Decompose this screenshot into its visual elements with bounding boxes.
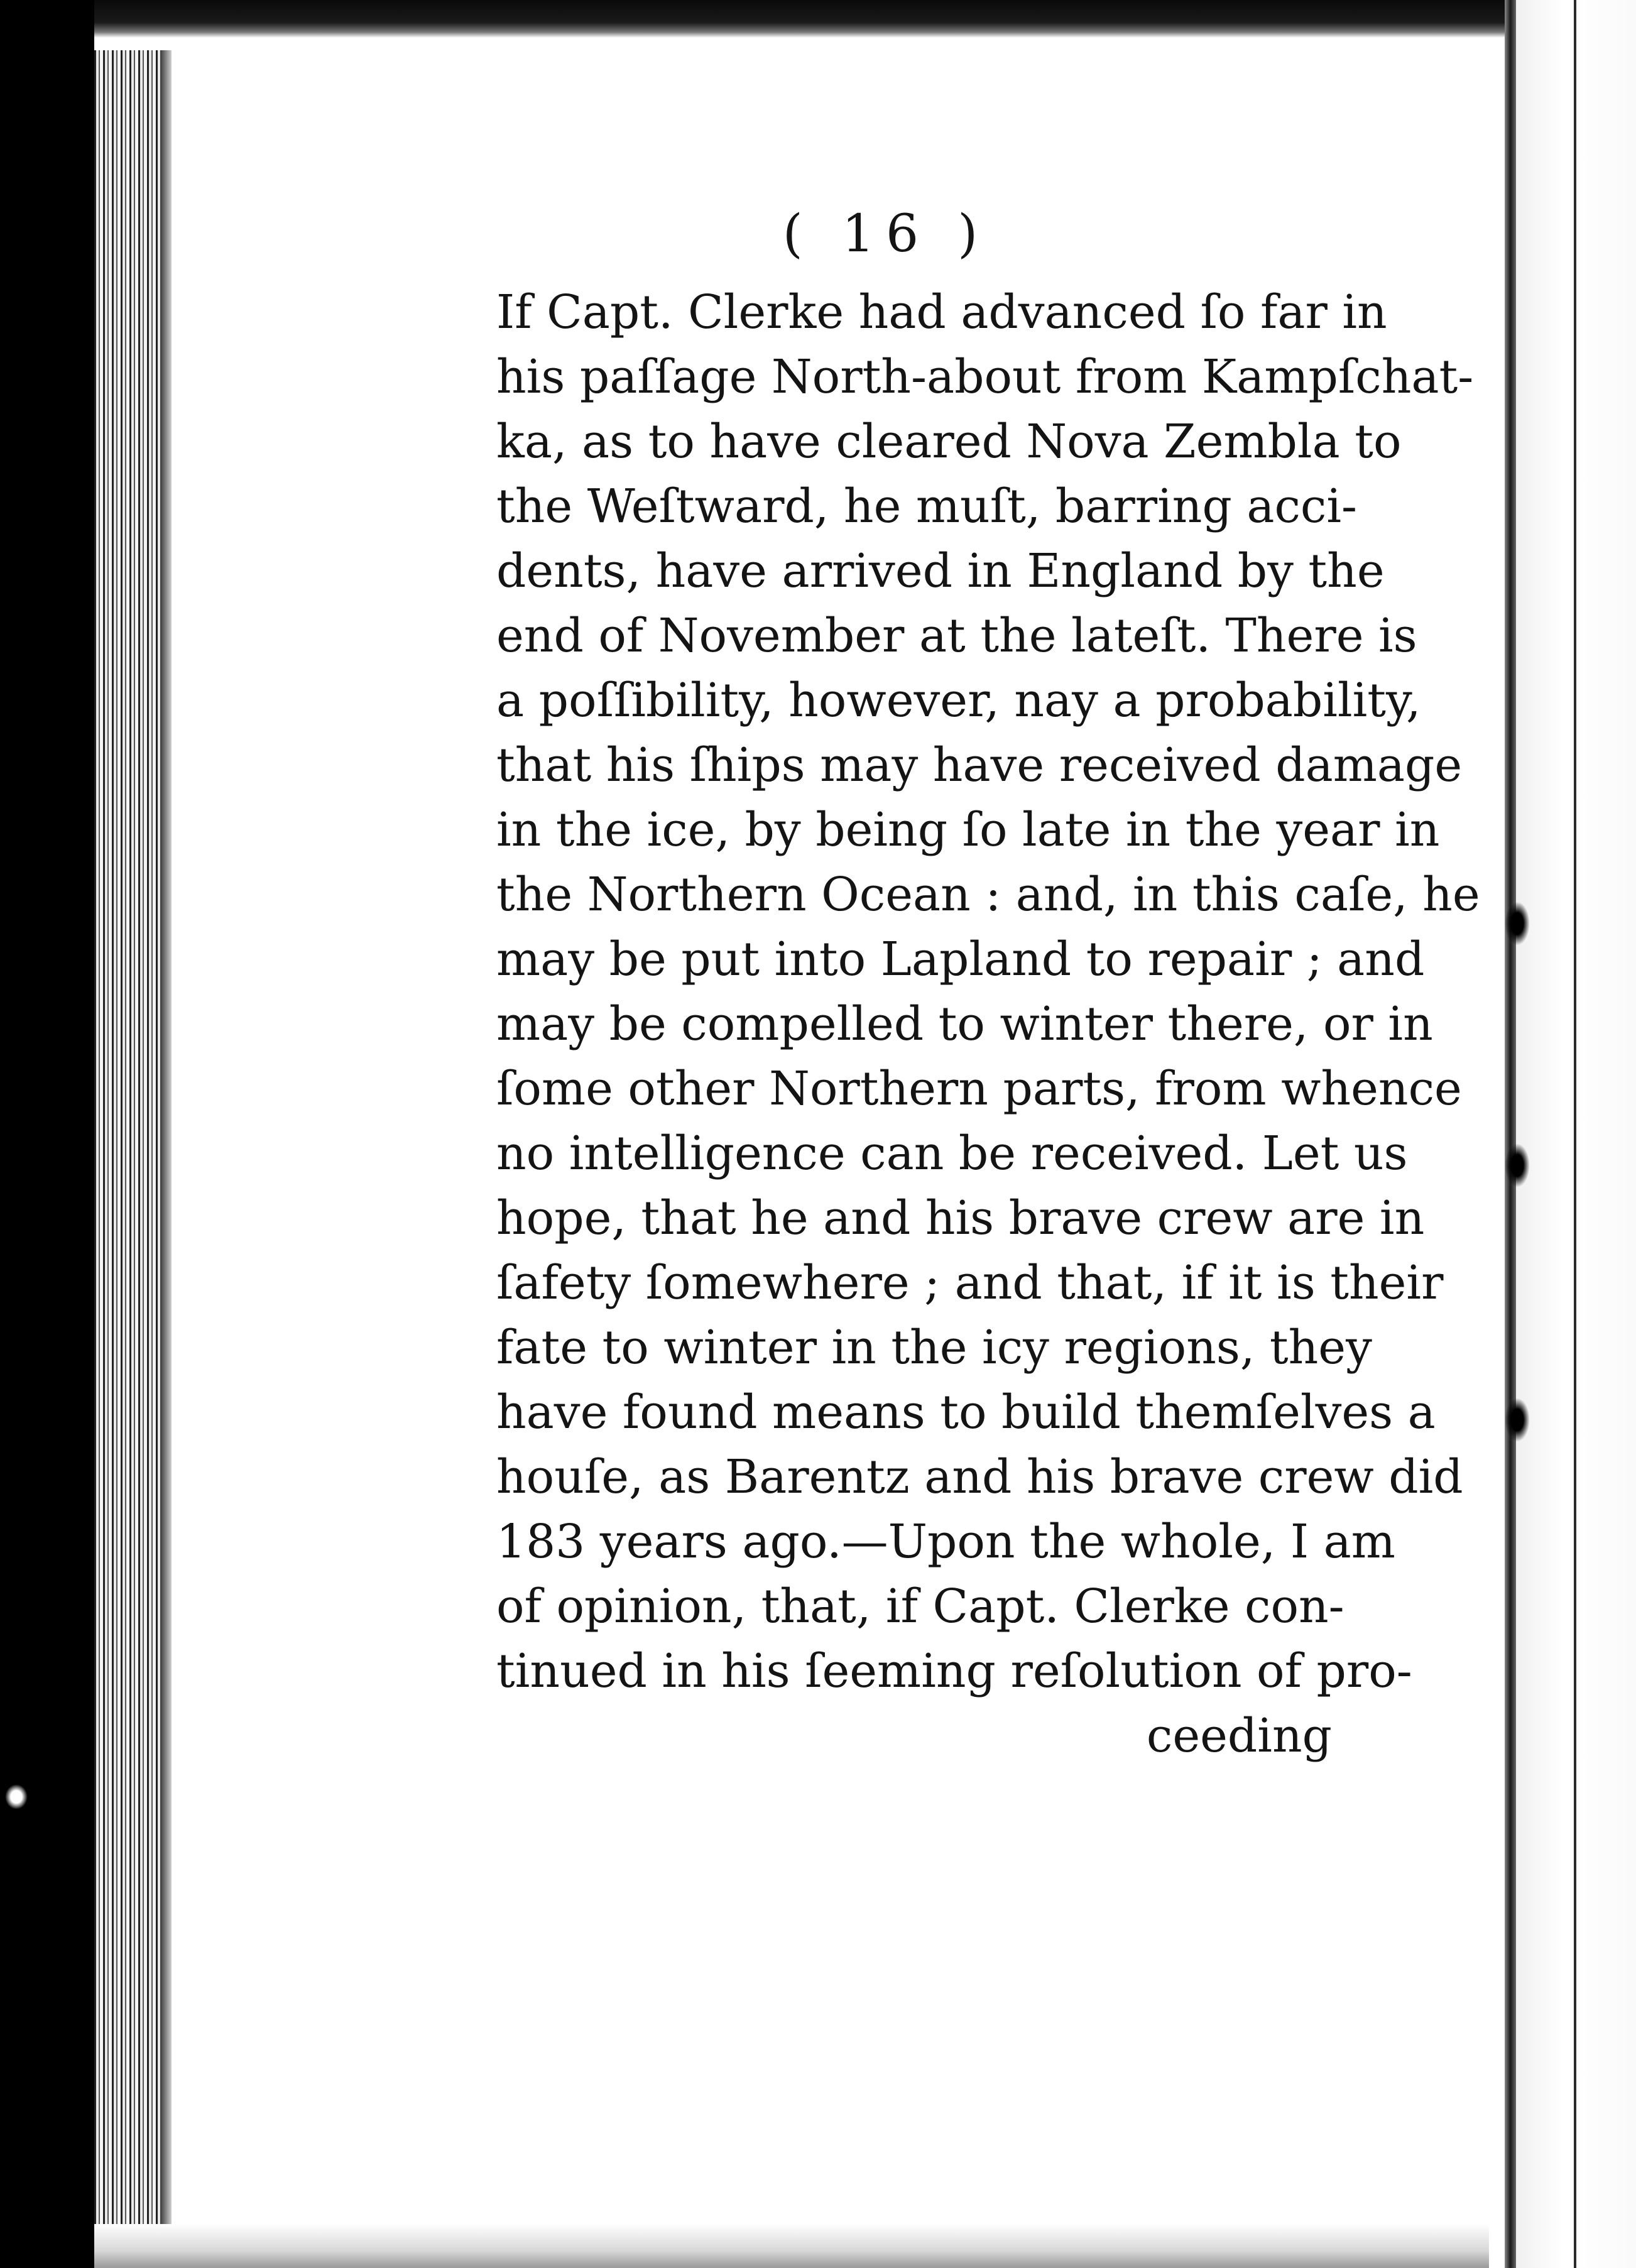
text-line: If Capt. Clerke had advanced ſo far in xyxy=(496,285,1387,339)
text-line: ka, as to have cleared Nova Zembla to xyxy=(496,415,1402,469)
facing-page xyxy=(1516,0,1636,2268)
scan-border-left xyxy=(0,0,94,2268)
text-line: may be compelled to winter there, or in xyxy=(496,997,1433,1051)
catchword: ceeding xyxy=(1146,1709,1332,1763)
book-page-edges xyxy=(94,50,170,2268)
text-line: tinued in his ſeeming reſolution of pro- xyxy=(496,1644,1412,1698)
text-line: fate to winter in the icy regions, they xyxy=(496,1321,1372,1375)
text-line: the Weſtward, he muſt, barring acci- xyxy=(496,479,1358,533)
text-line: dents, have arrived in England by the xyxy=(496,544,1385,598)
text-line: ſafety ſomewhere ; and that, if it is their xyxy=(496,1256,1444,1310)
book-gutter xyxy=(1505,0,1516,2268)
text-line: end of November at the lateſt. There is xyxy=(496,609,1417,663)
scan-artifact-mark xyxy=(5,1784,28,1809)
facing-page-edge xyxy=(1574,0,1576,2268)
text-line: a poſſibility, however, nay a probability, xyxy=(496,673,1421,728)
page-number: ( 16 ) xyxy=(782,204,990,264)
text-line: the Northern Ocean : and, in this caſe, he xyxy=(496,868,1480,922)
text-line: no intelligence can be received. Let us xyxy=(496,1126,1408,1180)
text-line: of opinion, that, if Capt. Clerke con- xyxy=(496,1579,1344,1633)
binding-thread-mark xyxy=(1505,1143,1530,1187)
page-edge-shadow xyxy=(160,50,172,2268)
text-line: have found means to build themſelves a xyxy=(496,1385,1436,1439)
page-bottom-shadow xyxy=(94,2224,1489,2268)
text-line: hope, that he and his brave crew are in xyxy=(496,1191,1425,1245)
text-line: his paſſage North-about from Kampſchat- xyxy=(496,350,1474,404)
binding-thread-mark xyxy=(1505,1398,1530,1442)
text-line: houſe, as Barentz and his brave crew did xyxy=(496,1450,1463,1504)
text-line: may be put into Lapland to repair ; and xyxy=(496,932,1425,986)
binding-thread-mark xyxy=(1505,902,1530,946)
text-line: in the ice, by being ſo late in the year in xyxy=(496,803,1440,857)
text-line: ſome other Northern parts, from whence xyxy=(496,1062,1462,1116)
scan-border-top xyxy=(0,0,1636,38)
text-line: that his ſhips may have received damage xyxy=(496,738,1463,792)
text-line: 183 years ago.—Upon the whole, I am xyxy=(496,1515,1395,1569)
